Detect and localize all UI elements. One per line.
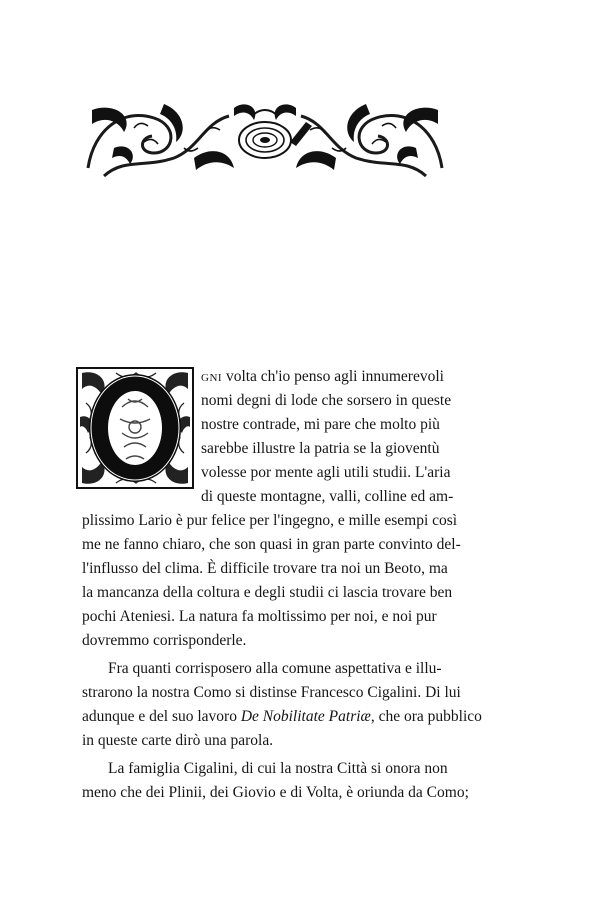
text-line: in queste carte dirò una parola. [82,732,274,749]
text-line: plissimo Lario è pur felice per l'ingegno, e mille esempi così [82,512,458,529]
initial-word-rest: gni [201,368,223,385]
text-line: me ne fanno chiaro, che son quasi in gran parte convinto del- [82,536,461,553]
decorated-initial-o-icon [76,367,194,489]
text-line: sarebbe illustre la patria se la gioventù [201,440,440,457]
text-line: nostre contrade, mi pare che molto più [201,416,440,433]
text-line: meno che dei Plinii, dei Giovio e di Volta, è oriunda da Como; [82,784,469,801]
text-segment: adunque e del suo lavoro [82,708,241,725]
text-line: l'influsso del clima. È difficile trovare tra noi un Beoto, ma [82,560,448,577]
text-line: nomi degni di lode che sorsero in queste [201,392,452,409]
text-line [201,365,455,389]
text-line: volesse por mente agli utili studii. L'aria [201,464,451,481]
text-line-content: volta ch'io penso agli innumerevoli [222,368,444,385]
text-line [82,705,482,729]
ornamental-headpiece-icon [84,98,446,180]
text-line: strarono la nostra Como si distinse Francesco Cigalini. Di lui [82,684,461,701]
book-title: De Nobilitate Patriæ [240,708,371,725]
text-line: La famiglia Cigalini, di cui la nostra Città si onora non [108,760,448,777]
text-line: Fra quanti corrisposero alla comune aspettativa e illu- [108,660,442,677]
text-line: la mancanza della coltura e degli studii ci lascia trovare ben [82,584,453,601]
text-line: di queste montagne, valli, colline ed am- [201,488,454,505]
text-line: pochi Ateniesi. La natura fa moltissimo per noi, e noi pur [82,608,437,625]
text-segment: , che ora pubblico [370,708,482,725]
text-line: dovremmo corrisponderle. [82,632,247,649]
